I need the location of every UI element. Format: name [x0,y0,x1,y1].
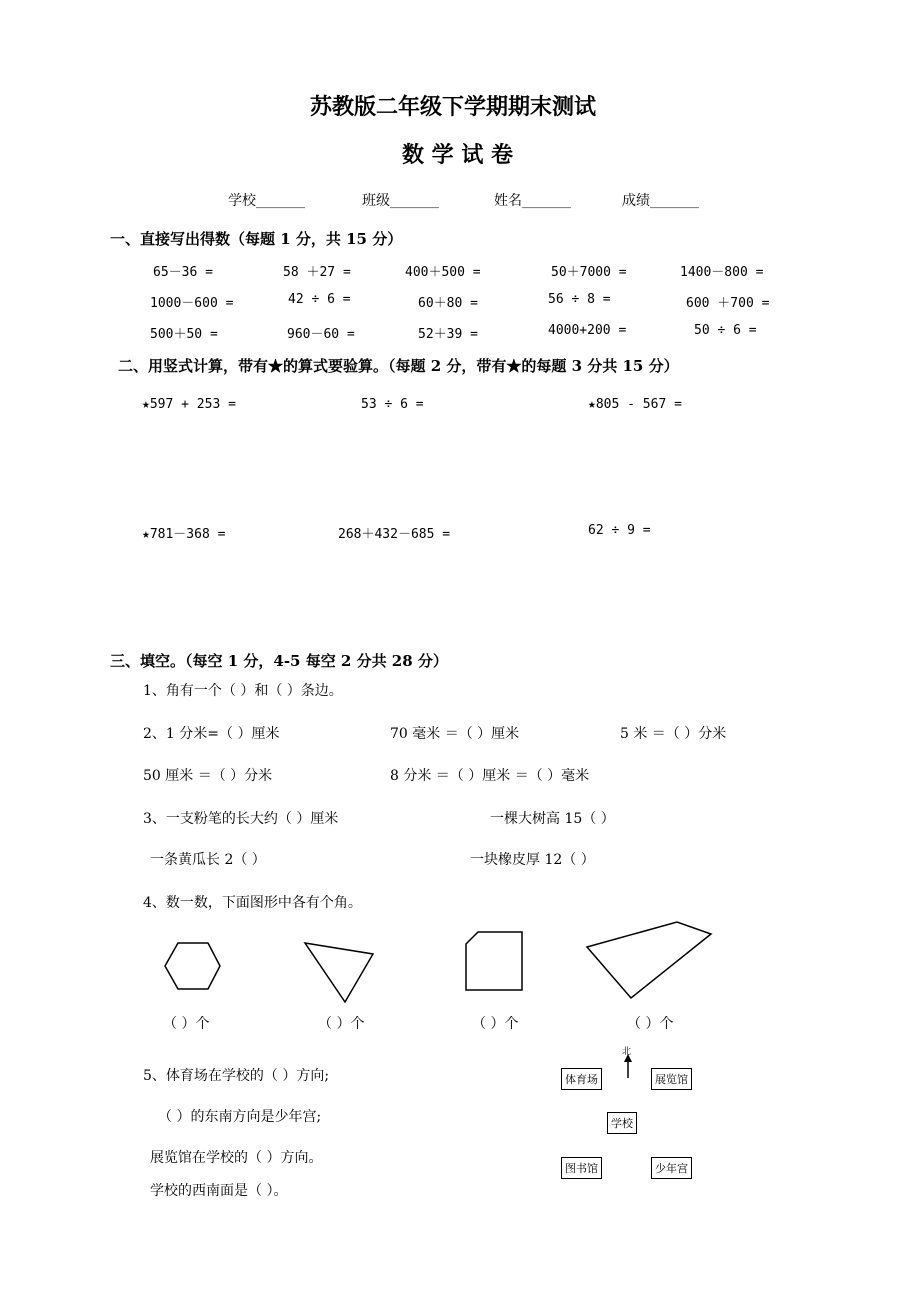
section2-heading: 二、用竖式计算，带有★的算式要验算。（每题 2 分，带有★的每题 3 分共 15 分） [118,357,679,375]
exhibition-box: 展览馆 [651,1068,692,1090]
cut-square-shape [466,932,522,990]
answer-blank: （ ）个 [472,1016,519,1032]
problem: 400＋500 = [405,265,481,280]
answer-blank: （ ）个 [627,1016,674,1032]
question-4: 4、数一数，下面图形中各有个角。 [143,895,362,911]
problem: 65－36 = [153,265,213,280]
school-box: 学校 [607,1112,637,1134]
answer-blank: （ ）个 [163,1016,210,1032]
problem: 1000－600 = [150,296,234,311]
answer-blank: （ ）个 [318,1016,365,1032]
problem: ★805 - 567 = [588,397,682,412]
hexagon-shape [165,943,220,989]
problem: ★597 + 253 = [142,397,236,412]
school-field: 学校_______ [228,193,305,209]
problem: 600 ＋700 = [686,296,770,311]
problem: 500＋50 = [150,327,218,342]
problem: 4000+200 = [548,323,627,338]
question-3: 一棵大树高 15（ ） [490,811,615,827]
page-subtitle: 数 学 试 卷 [402,142,513,168]
question-5: 5、体育场在学校的（ ）方向; [143,1068,330,1084]
page-title: 苏教版二年级下学期期末测试 [310,94,597,120]
question-5: 展览馆在学校的（ ）方向。 [150,1150,323,1166]
triangle-shape [305,943,373,1002]
question-3: 一条黄瓜长 2（ ） [150,852,266,868]
stadium-box: 体育场 [561,1068,602,1090]
question-3: 3、一支粉笔的长大约（ ）厘米 [143,811,339,827]
problem: ★781－368 = [142,527,226,542]
score-field: 成绩_______ [622,193,699,209]
question-5: （ ）的东南方向是少年宫; [158,1109,322,1125]
problem: 53 ÷ 6 = [361,397,424,412]
problem: 56 ÷ 8 = [548,292,611,307]
question-2: 5 米 ＝（ ）分米 [620,726,727,742]
library-box: 图书馆 [561,1157,602,1179]
section3-heading: 三、填空。（每空 1 分，4-5 每空 2 分共 28 分） [110,652,448,670]
question-5: 学校的西南面是（ ）。 [150,1183,288,1199]
youth-palace-box: 少年宫 [651,1157,692,1179]
problem: 62 ÷ 9 = [588,523,651,538]
name-field: 姓名_______ [494,193,571,209]
section1-heading: 一、直接写出得数（每题 1 分，共 15 分） [110,230,403,248]
problem: 60＋80 = [418,296,478,311]
problem: 1400－800 = [680,265,764,280]
question-3: 一块橡皮厚 12（ ） [470,852,595,868]
north-label: 北 [622,1047,632,1057]
question-2: 50 厘米 ＝（ ）分米 [143,768,273,784]
class-field: 班级_______ [362,193,439,209]
question-2: 2、1 分米=（ ）厘米 [143,726,280,742]
problem: 58 ＋27 = [283,265,351,280]
quadrilateral-shape [587,922,711,998]
problem: 42 ÷ 6 = [288,292,351,307]
problem: 960－60 = [287,327,355,342]
problem: 50 ÷ 6 = [694,323,757,338]
question-2: 70 毫米 ＝（ ）厘米 [390,726,520,742]
problem: 268＋432－685 = [338,527,451,542]
question-2: 8 分米 ＝（ ）厘米 ＝（ ）毫米 [390,768,590,784]
question-1: 1、角有一个（ ）和（ ）条边。 [143,683,343,699]
problem: 52＋39 = [418,327,478,342]
problem: 50＋7000 = [551,265,627,280]
